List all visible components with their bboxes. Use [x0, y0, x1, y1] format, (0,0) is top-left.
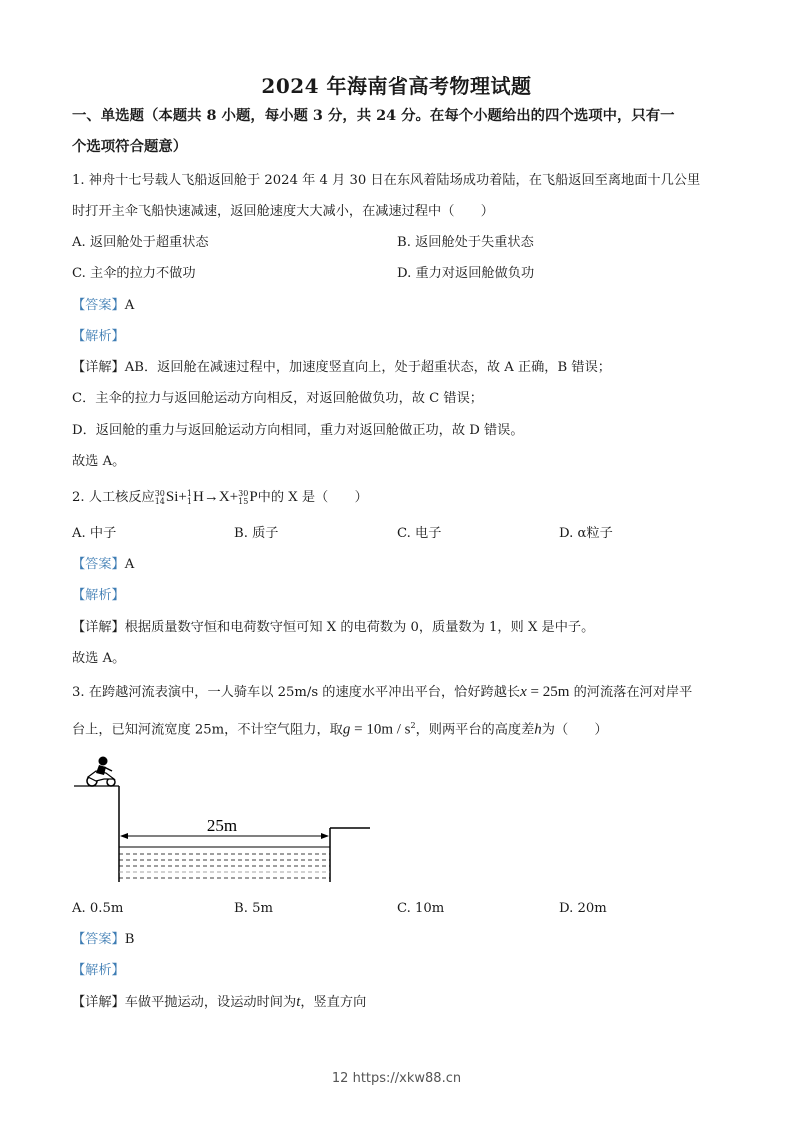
q3-option-b: B. 5m — [234, 901, 273, 916]
answer-value: B — [124, 932, 135, 947]
arrow-icon: → — [203, 489, 219, 505]
q1-detail-line-2: C．主伞的拉力与返回舱运动方向相反，对返回舱做负功，故 C 错误； — [72, 391, 483, 406]
page-footer: 12 https://xkw88.cn — [331, 1071, 462, 1086]
answer-label: 【答案】 — [72, 932, 125, 947]
section-heading-line-2: 个选项符合题意） — [72, 138, 188, 155]
page-title: 2024 年海南省高考物理试题 — [261, 74, 532, 98]
q3-text: ，则两平台的高度差 — [415, 722, 535, 738]
q1-detail-line-3: D．返回舱的重力与返回舱运动方向相同，重力对返回舱做正功，故 D 错误。 — [72, 423, 524, 438]
var-h: h — [534, 721, 542, 738]
q3-option-d: D. 20m — [559, 901, 607, 916]
answer-label: 【答案】 — [72, 557, 125, 572]
q2-stem — [72, 488, 732, 507]
q1-analysis — [72, 328, 732, 346]
answer-value: A — [124, 557, 135, 572]
analysis-label: 【解析】 — [72, 588, 125, 603]
q1-conclusion: 故选 A。 — [72, 454, 126, 469]
q3-text: 3. 在跨越河流表演中，一人骑车以 25m/s 的速度水平冲出平台，恰好跨越长 — [72, 685, 521, 700]
q2-analysis — [72, 587, 732, 605]
q2-option-a: A. 中子 — [72, 526, 117, 541]
detail-text: 车做平抛运动，设运动时间为 — [124, 995, 297, 1010]
detail-label: 【详解】 — [72, 995, 125, 1010]
q3-answer — [72, 931, 732, 949]
analysis-label: 【解析】 — [72, 963, 125, 978]
si-isotope-numbers: 30 14 — [154, 488, 165, 506]
q3-text: 的河流落在河对岸平 — [573, 685, 693, 700]
river-jump-diagram — [72, 750, 382, 890]
q1-option-a: A. 返回舱处于超重状态 — [72, 235, 209, 250]
q3-stem-line-1 — [72, 683, 732, 702]
q2-option-c: C. 电子 — [397, 526, 442, 541]
q1-answer — [72, 297, 732, 315]
h-symbol: H — [192, 489, 204, 505]
q2-option-d: D. α粒子 — [559, 526, 613, 541]
var-g: g — [342, 721, 351, 738]
plus-sign: + — [178, 489, 187, 505]
q3-text: 为（ ） — [541, 722, 608, 738]
answer-label: 【答案】 — [72, 298, 125, 313]
q1-option-b: B. 返回舱处于失重状态 — [397, 235, 534, 250]
q2-stem-prefix: 2. 人工核反应 — [72, 490, 155, 505]
h-isotope-numbers: 1 1 — [186, 488, 192, 506]
q1-detail-line-1 — [72, 359, 732, 377]
exponent: 2 — [410, 721, 416, 730]
math-value: = 25m — [526, 684, 570, 700]
q1-option-c: C. 主伞的拉力不做功 — [72, 266, 196, 281]
plus-sign: + — [229, 489, 239, 505]
section-heading-line-1: 一、单选题（本题共 8 小题，每小题 3 分，共 24 分。在每个小题给出的四个选项中，只有一 — [72, 107, 675, 124]
svg-text:25m: 25m — [206, 816, 238, 835]
q3-text: 台上，已知河流宽度 25m，不计空气阻力，取 — [72, 722, 343, 738]
detail-text: ，竖直方向 — [300, 995, 367, 1010]
p-symbol: P — [249, 489, 258, 505]
q3-option-a: A. 0.5m — [72, 901, 124, 916]
detail-label: 【详解】 — [72, 620, 125, 635]
q3-analysis — [72, 962, 732, 980]
q1-stem-line-2: 时打开主伞飞船快速减速，返回舱速度大大减小，在减速过程中（ ） — [72, 204, 494, 219]
var-t: t — [296, 994, 301, 1010]
var-x: x — [520, 684, 527, 700]
motorcycle-rider-icon — [87, 757, 115, 787]
x-symbol: X — [218, 489, 230, 505]
q2-detail — [72, 619, 732, 637]
si-symbol: Si — [165, 489, 179, 505]
q2-option-b: B. 质子 — [234, 526, 279, 541]
q3-option-c: C. 10m — [397, 901, 445, 916]
math-value: = 10m / s — [350, 721, 411, 738]
q1-stem-line-1: 1. 神舟十七号载人飞船返回舱于 2024 年 4 月 30 日在东风着陆场成功着陆，在飞船返回至离地面十几公里 — [72, 173, 701, 188]
q2-stem-suffix: 中的 X 是（ ） — [257, 490, 368, 505]
q1-option-d: D. 重力对返回舱做负功 — [397, 266, 535, 281]
q2-answer — [72, 556, 732, 574]
q2-conclusion: 故选 A。 — [72, 651, 126, 666]
answer-value: A — [124, 298, 135, 313]
detail-label: 【详解】 — [72, 360, 125, 375]
analysis-label: 【解析】 — [72, 329, 125, 344]
q3-detail — [72, 993, 732, 1012]
detail-text: 根据质量数守恒和电荷数守恒可知 X 的电荷数为 0，质量数为 1，则 X 是中子。 — [124, 620, 595, 635]
p-isotope-numbers: 30 15 — [238, 488, 249, 506]
detail-text: AB．返回舱在减速过程中，加速度竖直向上，处于超重状态，故 A 正确，B 错误； — [124, 360, 611, 375]
q3-stem-line-2 — [72, 717, 732, 739]
